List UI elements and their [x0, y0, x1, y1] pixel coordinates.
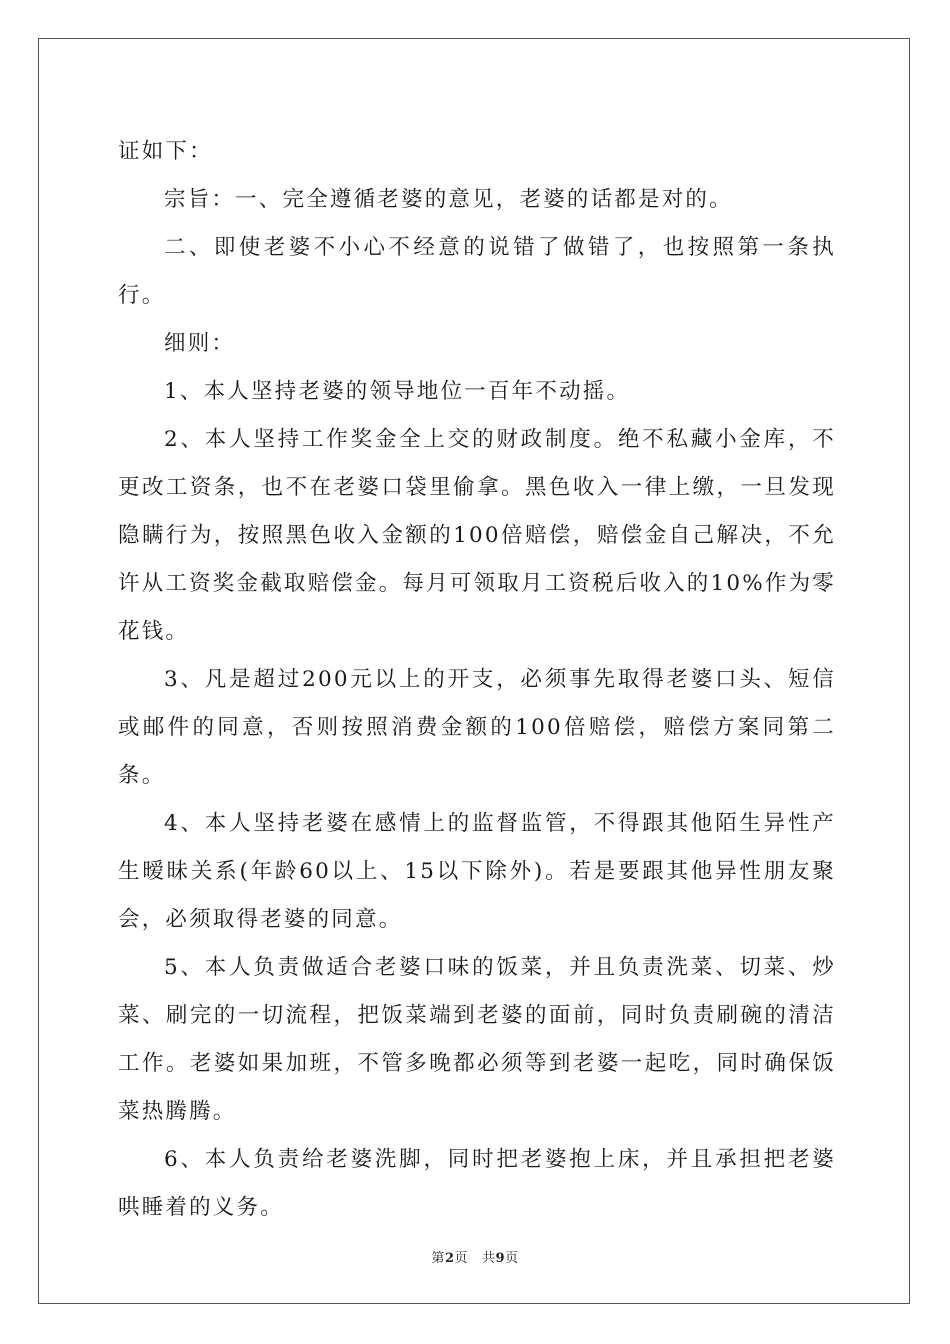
page-footer [0, 1247, 950, 1266]
paragraph: 2、本人坚持工作奖金全上交的财政制度。绝不私藏小金库，不更改工资条，也不在老婆口袋里偷拿。黑色收入一律上缴，一旦发现隐瞒行为，按照黑色收入金额的100倍赔偿，赔偿金自己解决，不允许从工资奖金截取赔偿金。每月可领取月工资税后收入的10%作为零花钱。 [118, 427, 836, 644]
paragraph: 4、本人坚持老婆在感情上的监督监管，不得跟其他陌生异性产生暧昧关系(年龄60以上、15以下除外)。若是要跟其他异性朋友聚会，必须取得老婆的同意。 [118, 811, 836, 932]
paragraph: 证如下： [118, 139, 213, 164]
page-total: 共9页 [482, 1251, 519, 1266]
paragraph: 细则： [164, 331, 236, 356]
page-number: 第2页 [431, 1251, 468, 1266]
paragraph: 二、即使老婆不小心不经意的说错了做错了，也按照第一条执行。 [118, 235, 836, 308]
paragraph: 宗旨：一、完全遵循老婆的意见，老婆的话都是对的。 [164, 187, 733, 212]
paragraph: 6、本人负责给老婆洗脚，同时把老婆抱上床，并且承担把老婆哄睡着的义务。 [118, 1147, 836, 1220]
document-body [118, 128, 836, 1232]
paragraph: 5、本人负责做适合老婆口味的饭菜，并且负责洗菜、切菜、炒菜、刷完的一切流程，把饭菜端到老婆的面前，同时负责刷碗的清洁工作。老婆如果加班，不管多晚都必须等到老婆一起吃，同时确保饭菜热腾腾。 [118, 955, 836, 1124]
paragraph: 1、本人坚持老婆的领导地位一百年不动摇。 [164, 379, 631, 404]
paragraph: 3、凡是超过200元以上的开支，必须事先取得老婆口头、短信或邮件的同意，否则按照消费金额的100倍赔偿，赔偿方案同第二条。 [118, 667, 836, 788]
